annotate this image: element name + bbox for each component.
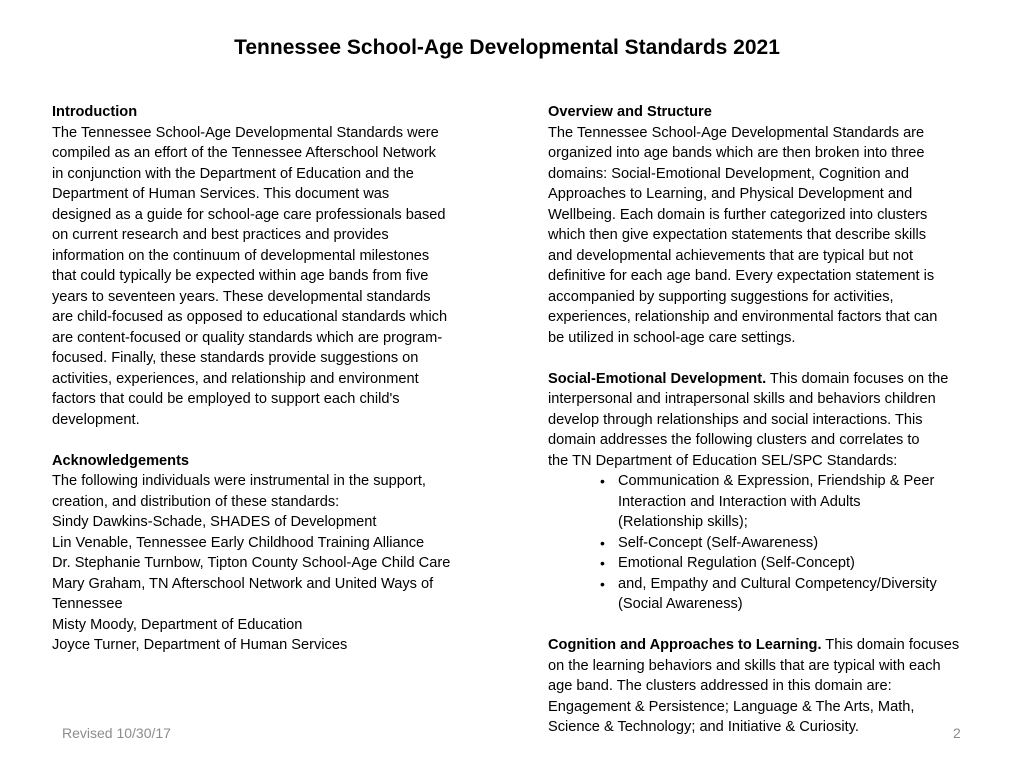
contributor-line: Mary Graham, TN Afterschool Network and United Ways of — [52, 575, 434, 592]
contributor-line: Misty Moody, Department of Education — [52, 616, 303, 633]
text-line: interpersonal and intrapersonal skills and behaviors children — [548, 391, 936, 407]
text-line: on the learning behaviors and skills that are typical with each — [548, 657, 941, 674]
text-line: domain addresses the following clusters and correlates to — [548, 432, 920, 448]
spacer — [548, 615, 984, 636]
introduction-body — [52, 123, 488, 431]
text-line: Wellbeing. Each domain is further categorized into clusters — [548, 206, 928, 223]
bullet-icon: • — [600, 575, 605, 592]
text-line: the TN Department of Education SEL/SPC Standards: — [548, 452, 898, 469]
text-line: and, Empathy and Cultural Competency/Diversity — [618, 575, 937, 592]
text-line: which then give expectation statements that describe skills — [548, 227, 927, 243]
text-line — [548, 635, 984, 656]
text-line: Self-Concept (Self-Awareness) — [618, 534, 819, 551]
introduction-heading: Introduction — [52, 104, 138, 120]
text-line: Engagement & Persistence; Language & The Arts, Math, — [548, 698, 915, 715]
text-line: Interaction and Interaction with Adults — [618, 493, 861, 510]
left-column — [52, 102, 488, 656]
acknowledgements-heading: Acknowledgements — [52, 452, 190, 469]
text-line: experiences, relationship and environmental factors that can — [548, 309, 938, 325]
text-line: are content-focused or quality standards which are program- — [52, 329, 443, 346]
contributor-line: Dr. Stephanie Turnbow, Tipton County School-Age Child Care — [52, 555, 451, 571]
text-line: years to seventeen years. These developmental standards — [52, 288, 431, 305]
text-line: The Tennessee School-Age Developmental Standards were — [52, 124, 439, 141]
text-line: be utilized in school-age care settings. — [548, 329, 796, 346]
contributor-line: Joyce Turner, Department of Human Services — [52, 637, 348, 653]
text-line: The following individuals were instrumental in the support, — [52, 473, 426, 489]
text-line: on current research and best practices and provides — [52, 227, 389, 243]
text-line: develop through relationships and social interactions. This — [548, 411, 923, 428]
right-column — [548, 102, 984, 738]
text-line: accompanied by supporting suggestions for activities, — [548, 288, 894, 305]
contributor-line: Lin Venable, Tennessee Early Childhood Training Alliance — [52, 534, 425, 551]
cluster-bullet-list — [548, 471, 984, 615]
cognition-section — [548, 635, 984, 738]
bullet-icon: • — [600, 534, 605, 551]
social-emotional-heading: Social-Emotional Development. — [548, 370, 767, 387]
overview-body — [548, 123, 984, 349]
text-line: Emotional Regulation (Self-Concept) — [618, 555, 855, 571]
text-line: creation, and distribution of these standards: — [52, 493, 340, 510]
bullet-icon: • — [600, 555, 605, 571]
text-line: (Social Awareness) — [618, 596, 743, 612]
social-emotional-section — [548, 369, 984, 615]
text-line: and developmental achievements that are typical but not — [548, 247, 914, 264]
text-line: Department of Human Services. This document was — [52, 186, 390, 202]
contributor-line: Tennessee — [52, 596, 123, 612]
cognition-heading: Cognition and Approaches to Learning. — [548, 637, 822, 653]
spacer — [52, 430, 488, 451]
page-number: 2 — [953, 725, 961, 741]
acknowledgements-body — [52, 471, 488, 656]
text-line: are child-focused as opposed to educational standards which — [52, 309, 448, 325]
text-line: Communication & Expression, Friendship & Peer — [618, 473, 935, 489]
text-line: Science & Technology; and Initiative & Curiosity. — [548, 719, 859, 735]
text-line: organized into age bands which are then broken into three — [548, 145, 925, 161]
list-item — [548, 533, 984, 554]
text-line: development. — [52, 411, 140, 428]
text-line: designed as a guide for school-age care professionals based — [52, 206, 446, 223]
page-title: Tennessee School-Age Developmental Standards 2021 — [234, 36, 780, 59]
text-line: The Tennessee School-Age Developmental Standards are — [548, 124, 925, 141]
bullet-icon: • — [600, 473, 605, 489]
text-fragment: This domain focuses on the — [766, 370, 949, 387]
text-line: activities, experiences, and relationship and environment — [52, 370, 419, 387]
text-line: in conjunction with the Department of Education and the — [52, 165, 414, 182]
text-line: Approaches to Learning, and Physical Development and — [548, 186, 913, 202]
text-line: factors that could be employed to support each child's — [52, 391, 400, 407]
text-line: age band. The clusters addressed in this domain are: — [548, 678, 892, 694]
revision-date: Revised 10/30/17 — [62, 725, 171, 741]
contributor-line: Sindy Dawkins-Schade, SHADES of Development — [52, 514, 377, 530]
text-line: information on the continuum of developmental milestones — [52, 247, 430, 264]
text-line: domains: Social-Emotional Development, Cognition and — [548, 165, 909, 182]
spacer — [548, 348, 984, 369]
list-item — [548, 574, 984, 615]
text-line: (Relationship skills); — [618, 514, 748, 530]
text-line: that could typically be expected within age bands from five — [52, 268, 429, 284]
text-line: compiled as an effort of the Tennessee Afterschool Network — [52, 145, 436, 161]
list-item — [548, 553, 984, 574]
text-fragment: This domain focuses — [821, 637, 960, 653]
text-line: focused. Finally, these standards provide suggestions on — [52, 350, 419, 366]
overview-heading: Overview and Structure — [548, 104, 712, 120]
text-line: definitive for each age band. Every expectation statement is — [548, 268, 935, 284]
text-line — [548, 369, 984, 390]
list-item — [548, 471, 984, 533]
